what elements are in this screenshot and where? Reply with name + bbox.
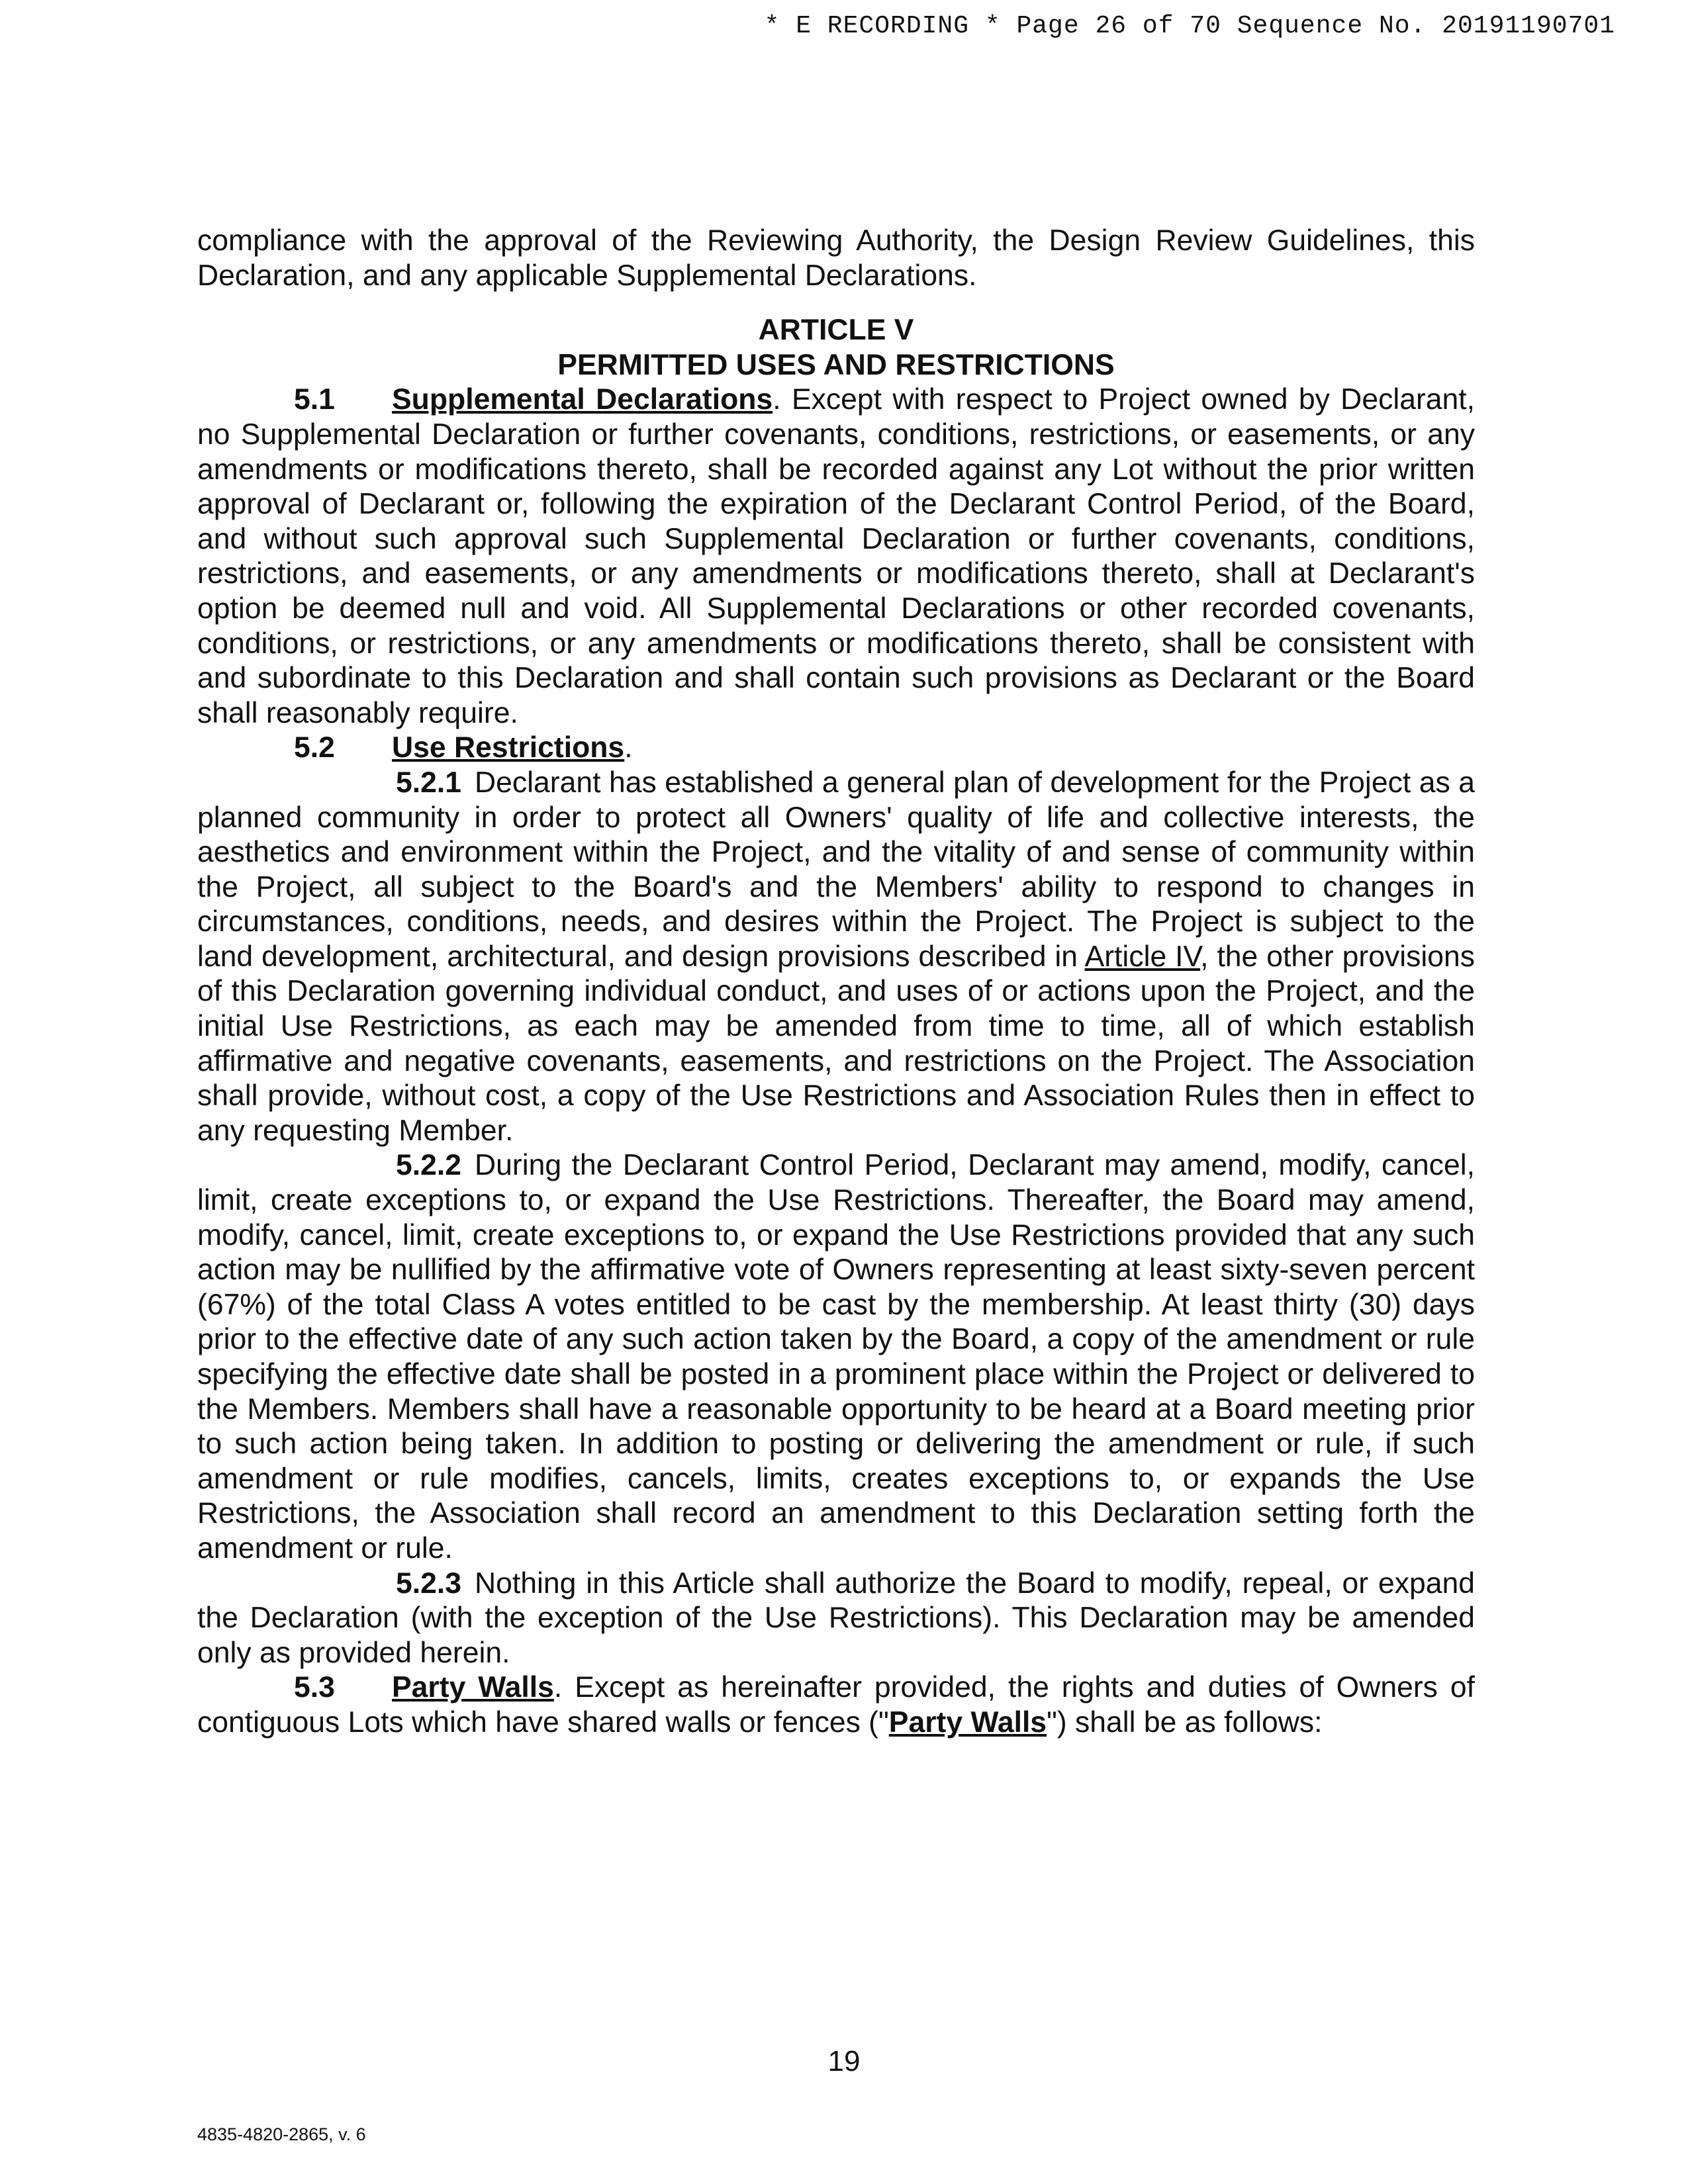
section-5-2-3-number: 5.2.3 [396,1567,461,1600]
section-5-2-title: Use Restrictions [392,731,625,764]
section-5-2-number: 5.2 [294,731,335,764]
article-title: PERMITTED USES AND RESTRICTIONS [557,348,1115,381]
section-5-2-2 [197,1148,1475,1566]
intro-paragraph: compliance with the approval of the Reviewing Authority, the Design Review Guidelines, this Declaration, and any applicable Supplemental Declarations. [197,224,1475,292]
article-iv-reference: Article IV [1084,940,1201,973]
section-5-2-3-text: Nothing in this Article shall authorize the Board to modify, repeal, or expand the Declaration (with the exception of the Use Restrictions). This Declaration may be amended only as provided herein. [197,1567,1475,1669]
section-5-3-text-b: ") shall be as follows: [1047,1706,1323,1739]
section-5-3-text-a: . Except as hereinafter provided, the rights and duties of Owners of contiguous Lots which have shared walls or fences (" [197,1671,1475,1739]
recording-header: * E RECORDING * Page 26 of 70 Sequence No. 20191190701 [764,12,1615,40]
section-5-2-1-text-b: , the other provisions of this Declaration governing individual conduct, and uses of or actions upon the Project, and the initial Use Restrictions, as each may be amended from time to time, all of which establish affirmative and negative covenants, easements, and restrictions on the Project. The Association shall provide, without cost, a copy of the Use Restrictions and Association Rules then in effect to any requesting Member. [197,940,1475,1147]
document-body [197,224,1475,1741]
section-5-2 [197,731,1475,766]
section-5-1-number: 5.1 [294,383,335,416]
section-5-1-title: Supplemental Declarations [392,383,773,416]
page-number: 19 [827,2045,861,2077]
section-5-2-1-text-a: Declarant has established a general plan of development for the Project as a planned community in order to protect all Owners' quality of life and collective interests, the aesthetics and environment within the Project, and the vitality of and sense of community within the Project, all subject to the Board's and the Members' ability to respond to changes in circumstances, conditions, needs, and desires within the Project. The Project is subject to the land development, architectural, and design provisions described in [197,766,1475,973]
section-5-2-suffix: . [624,731,633,764]
section-5-2-1 [197,766,1475,1149]
section-5-3-number: 5.3 [294,1671,335,1704]
article-heading [197,313,1475,383]
section-5-1 [197,383,1475,731]
section-5-2-3 [197,1567,1475,1671]
section-5-2-2-text: During the Declarant Control Period, Declarant may amend, modify, cancel, limit, create exceptions to, or expand the Use Restrictions. Thereafter, the Board may amend, modify, cancel, limit, create exceptions to, or expand the Use Restrictions provided that any such action may be nullified by the affirmative vote of Owners representing at least sixty-seven percent (67%) of the total Class A votes entitled to be cast by the membership. At least thirty (30) days prior to the effective date of any such action taken by the Board, a copy of the amendment or rule specifying the effective date shall be posted in a prominent place within the Project or delivered to the Members. Members shall have a reasonable opportunity to be heard at a Board meeting prior to such action being taken. In addition to posting or delivering the amendment or rule, if such amendment or rule modifies, cancels, limits, creates exceptions to, or expands the Use Restrictions, the Association shall record an amendment to this Declaration setting forth the amendment or rule. [197,1149,1475,1565]
section-5-3-title: Party Walls [392,1671,554,1704]
article-number: ARTICLE V [758,314,914,347]
section-5-2-2-number: 5.2.2 [396,1149,461,1182]
section-5-3 [197,1670,1475,1740]
party-walls-defined-term: Party Walls [888,1706,1047,1739]
document-id: 4835-4820-2865, v. 6 [197,2124,366,2144]
section-5-2-1-number: 5.2.1 [396,766,461,799]
section-5-1-text: . Except with respect to Project owned by Declarant, no Supplemental Declaration or further covenants, conditions, restrictions, or easements, or any amendments or modifications thereto, shall be recorded against any Lot without the prior written approval of Declarant or, following the expiration of the Declarant Control Period, of the Board, and without such approval such Supplemental Declaration or further covenants, conditions, restrictions, and easements, or any amendments or modifications thereto, shall at Declarant's option be deemed null and void. All Supplemental Declarations or other recorded covenants, conditions, or restrictions, or any amendments or modifications thereto, shall be consistent with and subordinate to this Declaration and shall contain such provisions as Declarant or the Board shall reasonably require. [197,383,1475,729]
